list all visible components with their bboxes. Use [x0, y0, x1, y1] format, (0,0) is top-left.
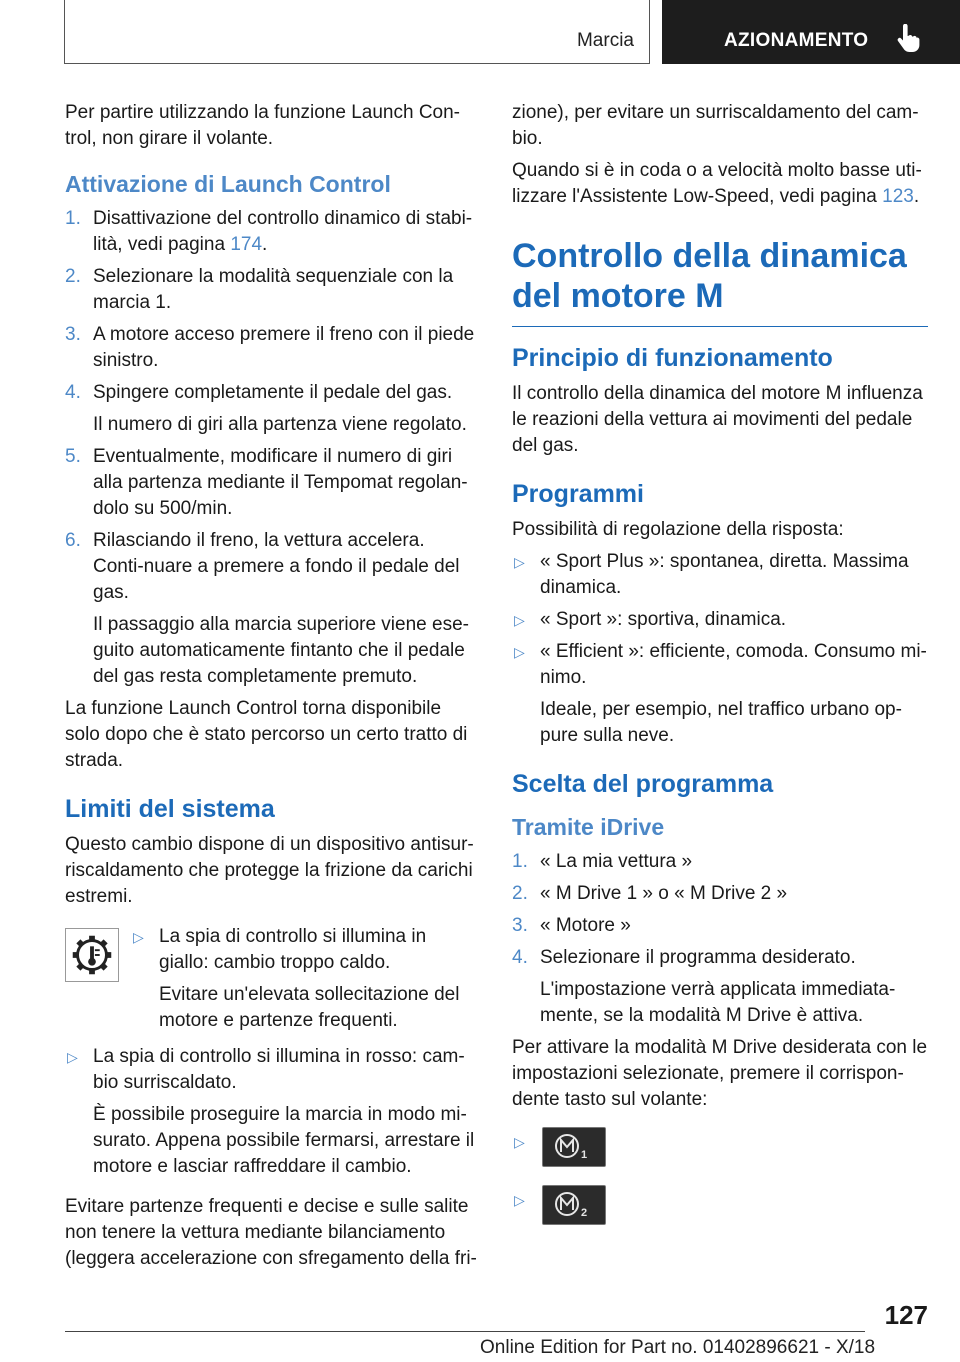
continued-paragraph: zione), per evitare un surriscaldamento del cam-bio.	[512, 102, 919, 149]
step-text: « La mia vettura »	[540, 851, 693, 872]
list-item	[512, 913, 928, 939]
heading-idrive: Tramite iDrive	[512, 814, 665, 840]
step-number: 4.	[65, 382, 81, 403]
heading-scelta: Scelta del programma	[512, 770, 774, 798]
step-number: 3.	[65, 324, 81, 345]
header-section-label: Marcia	[576, 30, 634, 51]
intro-paragraph: Per partire utilizzando la funzione Launch Con-trol, non girare il volante.	[65, 102, 461, 149]
heading-limiti: Limiti del sistema	[65, 795, 275, 823]
bullet-text: La spia di controllo si illumina in giallo: cambio troppo caldo.	[159, 926, 427, 973]
attivare-paragraph: Per attivare la modalità M Drive desiderata con le impostazioni selezionate, premere il corrispon-dente tasto sul volante:	[512, 1037, 928, 1110]
bullet-note: Evitare un'elevata sollecitazione del motore e partenze frequenti.	[159, 984, 460, 1031]
step-text: A motore acceso premere il freno con il piede sinistro.	[93, 324, 475, 371]
list-item	[65, 322, 480, 374]
step-text: Disattivazione del controllo dinamico di stabi-lità, vedi pagina	[93, 208, 473, 255]
step-text: « M Drive 1 » o « M Drive 2 »	[540, 883, 788, 904]
step-number: 2.	[512, 883, 528, 904]
m1-button-icon	[542, 1127, 606, 1167]
bullet-text: « Sport »: sportiva, dinamica.	[540, 609, 787, 630]
gearbox-temperature-icon	[65, 928, 119, 982]
m2-key-row	[512, 1185, 928, 1225]
triangle-bullet-icon: ▷	[514, 612, 525, 628]
triangle-bullet-icon: ▷	[514, 644, 525, 660]
bullet-item	[512, 639, 928, 691]
idrive-steps	[512, 849, 928, 1029]
step-text: « Motore »	[540, 915, 631, 936]
principio-paragraph: Il controllo della dinamica del motore M influenza le reazioni della vettura ai movimenti del pedale del gas.	[512, 383, 923, 456]
step-note: L'impostazione verrà applicata immediata-mente, se la modalità M Drive è attiva.	[540, 979, 896, 1026]
list-item	[65, 264, 480, 316]
svg-text:2: 2	[581, 1207, 588, 1219]
page-number: 127	[884, 1300, 928, 1330]
bullet-item	[65, 1044, 480, 1096]
triangle-bullet-icon: ▷	[133, 929, 144, 945]
list-item	[512, 881, 928, 907]
list-item	[65, 206, 480, 258]
step-number: 1.	[512, 851, 528, 872]
step-number: 2.	[65, 266, 81, 287]
list-item	[65, 444, 480, 522]
step-note: Il numero di giri alla partenza viene regolato.	[93, 414, 467, 435]
step-number: 5.	[65, 446, 81, 467]
list-item	[512, 945, 928, 971]
bullet-item	[512, 549, 928, 601]
step-text: Rilasciando il freno, la vettura accelera. Conti-nuare a premere a fondo il pedale del gas.	[93, 530, 460, 603]
svg-text:1: 1	[581, 1149, 588, 1161]
page-header	[0, 0, 960, 66]
header-chapter-tab	[662, 0, 960, 64]
triangle-bullet-icon: ▷	[514, 554, 525, 570]
list-item	[65, 528, 480, 606]
bullet-item	[512, 607, 928, 633]
list-item	[512, 849, 928, 875]
footer-edition-note: Online Edition for Part no. 01402896621 - X/18	[480, 1337, 876, 1358]
page-ref-link[interactable]: 174	[230, 234, 263, 255]
step-text: Selezionare la modalità sequenziale con la marcia 1.	[93, 266, 454, 313]
step-text-tail: .	[262, 234, 268, 255]
bullet-note: Ideale, per esempio, nel traffico urbano op-pure sulla neve.	[540, 699, 902, 746]
limiti-paragraph: Questo cambio dispone di un dispositivo antisur-riscaldamento che protegge la frizione da carichi estremi.	[65, 834, 474, 907]
step-text: Spingere completamente il pedale del gas.	[93, 382, 453, 403]
right-column	[512, 100, 928, 1243]
triangle-bullet-icon: ▷	[67, 1049, 78, 1065]
page-ref-link[interactable]: 123	[882, 186, 914, 207]
left-column	[65, 100, 480, 1278]
heading-divider	[512, 326, 928, 327]
after-steps-paragraph: La funzione Launch Control torna disponibile solo dopo che è stato percorso un certo tratto di strada.	[65, 698, 468, 771]
bullet-item	[131, 924, 480, 976]
step-number: 1.	[65, 208, 81, 229]
step-number: 3.	[512, 915, 528, 936]
step-text: Selezionare il programma desiderato.	[540, 947, 856, 968]
m1-key-row	[512, 1127, 928, 1167]
triangle-bullet-icon: ▷	[514, 1134, 525, 1150]
lowspeed-text: Quando si è in coda o a velocità molto basse uti-lizzare l'Assistente Low-Speed, vedi pagina	[512, 160, 922, 207]
list-item	[65, 380, 480, 406]
triangle-bullet-icon: ▷	[514, 1192, 525, 1208]
header-frame	[64, 0, 650, 64]
bullet-text: La spia di controllo si illumina in rosso: cam-bio surriscaldato.	[93, 1046, 465, 1093]
programmi-intro: Possibilità di regolazione della risposta:	[512, 519, 844, 540]
step-text: Eventualmente, modificare il numero di giri alla partenza mediante il Tempomat regolan-dolo su 500/min.	[93, 446, 468, 519]
hand-pointer-icon	[894, 24, 920, 54]
warning-lamp-row	[65, 924, 480, 1034]
bullet-text: « Sport Plus »: spontanea, diretta. Massima dinamica.	[540, 551, 909, 598]
step-note: Il passaggio alla marcia superiore viene ese-guito automaticamente fintanto che il pedale del gas resta completamente premuto.	[93, 614, 469, 687]
lowspeed-tail: .	[913, 186, 920, 207]
footer-divider	[65, 1331, 865, 1332]
m2-button-icon	[542, 1185, 606, 1225]
launch-control-steps	[65, 206, 480, 690]
lowspeed-paragraph	[512, 158, 928, 210]
closing-paragraph: Evitare partenze frequenti e decise e sulle salite non tenere la vettura mediante bilanciamento (leggera accelerazione con sfregamento della fri-	[65, 1196, 477, 1269]
chapter-heading: Controllo della dinamica del motore M	[512, 237, 907, 315]
step-number: 6.	[65, 530, 81, 551]
heading-principio: Principio di funzionamento	[512, 344, 833, 372]
heading-attivazione: Attivazione di Launch Control	[65, 171, 391, 197]
heading-programmi: Programmi	[512, 480, 644, 508]
step-number: 4.	[512, 947, 528, 968]
header-chapter-label: AZIONAMENTO	[724, 30, 869, 51]
bullet-text: « Efficient »: efficiente, comoda. Consumo mi-nimo.	[540, 641, 927, 688]
bullet-note: È possibile proseguire la marcia in modo mi-surato. Appena possibile fermarsi, arrestare il motore e lasciar raffreddare il cambio.	[93, 1104, 475, 1177]
